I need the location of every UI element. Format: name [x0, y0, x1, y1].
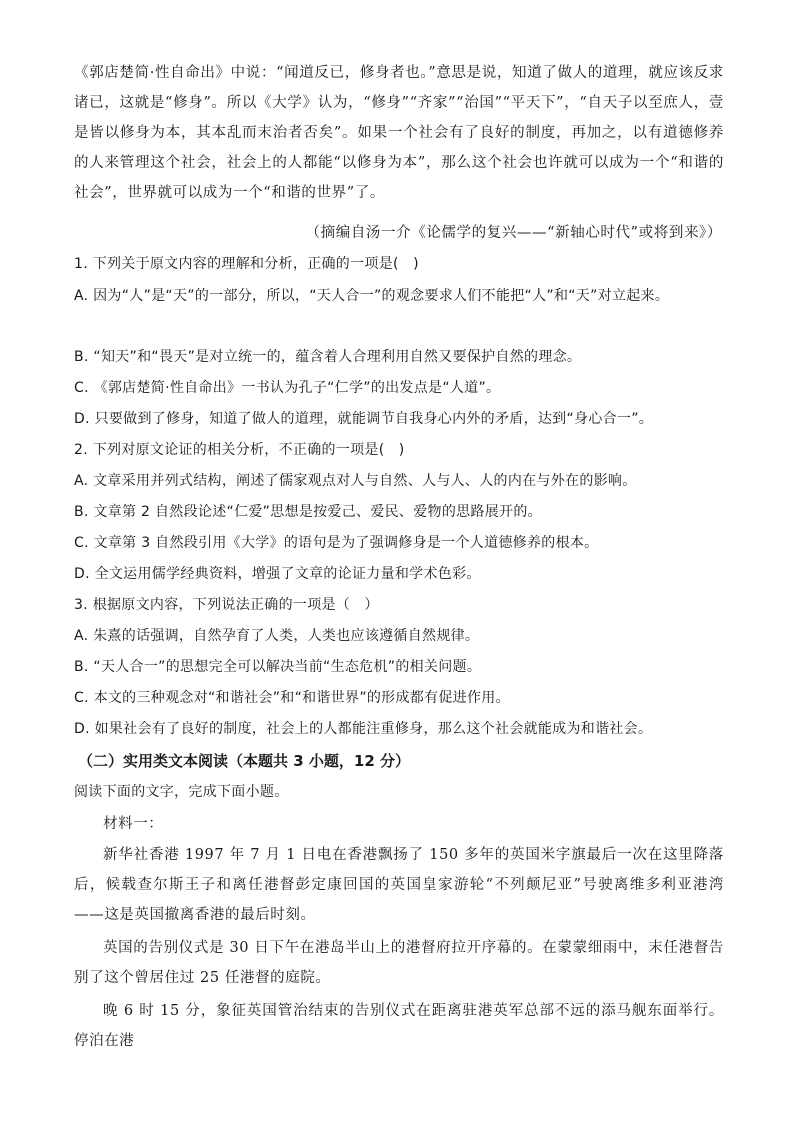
question-1-option-d: D. 只要做到了修身，知道了做人的道理，就能调节自我身心内外的矛盾，达到“身心合一”。 — [74, 411, 654, 427]
passage-paragraph: 《郭店楚简·性自命出》中说：“闻道反已，修身者也。”意思是说，知道了做人的道理，就应该反求诸已，这就是“修身”。所以《大学》认为，“修身”“齐家”“治国”“平天下”，“自天子以至庶人，壹是皆以修身为本，其本乱而末治者否矣”。如果一个社会有了良好的制度，再加之，以有道德修养的人来管理这个社会，社会上的人都能“以修身为本”，那么这个社会也许就可以成为一个“和谐的社会”，世界就可以成为一个“和谐的世界”了。 — [74, 65, 724, 201]
question-3-option-b: B. “天人合一”的思想完全可以解决当前“生态危机”的相关问题。 — [74, 659, 482, 675]
question-2-option-c: C. 文章第 3 自然段引用《大学》的语句是为了强调修身是一个人道德修养的根本。 — [74, 535, 599, 551]
passage-source: （摘编自汤一介《论儒学的复兴——“新轴心时代”或将到来》） — [305, 225, 722, 241]
question-1-option-b: B. “知天”和“畏天”是对立统一的，蕴含着人合理利用自然又要保护自然的理念。 — [74, 349, 582, 365]
question-3-stem: 3. 根据原文内容，下列说法正确的一项是（ ） — [74, 597, 379, 613]
question-1-option-c: C. 《郭店楚简·性自命出》一书认为孔子“仁学”的出发点是“人道”。 — [74, 380, 501, 396]
question-2-stem: 2. 下列对原文论证的相关分析，不正确的一项是( ) — [74, 442, 405, 458]
material-label: 材料一： — [103, 816, 164, 832]
question-2-option-a: A. 文章采用并列式结构，阐述了儒家观点对人与自然、人与人、人的内在与外在的影响。 — [74, 473, 637, 489]
question-2-option-b: B. 文章第 2 自然段论述“仁爱”思想是按爱己、爱民、爱物的思路展开的。 — [74, 504, 542, 520]
section-heading: （二）实用类文本阅读（本题共 3 小题，12 分） — [78, 752, 410, 770]
question-1-option-a: A. 因为“人”是“天”的一部分，所以，“天人合一”的观念要求人们不能把“人”和“天”对立起来。 — [74, 288, 670, 304]
material-paragraph-1: 新华社香港 1997 年 7 月 1 日电在香港飘扬了 150 多年的英国米字旗最后一次在这里降落后，候载查尔斯王子和离任港督彭定康回国的英国皇家游轮“不列颠尼亚”号驶离维多利亚港湾——这是英国撤离香港的最后时刻。 — [74, 847, 724, 923]
question-3-option-d: D. 如果社会有了良好的制度，社会上的人都能注重修身，那么这个社会就能成为和谐社会。 — [74, 721, 653, 737]
material-paragraph-2: 英国的告别仪式是 30 日下午在港岛半山上的港督府拉开序幕的。在蒙蒙细雨中，末任港督告别了这个曾居住过 25 任港督的庭院。 — [74, 940, 724, 986]
question-2-option-d: D. 全文运用儒学经典资料，增强了文章的论证力量和学术色彩。 — [74, 566, 481, 582]
question-1-stem: 1. 下列关于原文内容的理解和分析，正确的一项是( ) — [74, 256, 419, 272]
section-instruction: 阅读下面的文字，完成下面小题。 — [74, 784, 289, 800]
question-3-option-c: C. 本文的三种观念对“和谐社会”和“和谐世界”的形成都有促进作用。 — [74, 690, 510, 706]
question-3-option-a: A. 朱熹的话强调，自然孕育了人类，人类也应该遵循自然规律。 — [74, 628, 480, 644]
material-paragraph-3: 晚 6 时 15 分，象征英国管治结束的告别仪式在距离驻港英军总部不远的添马舰东面举行。停泊在港 — [74, 1003, 724, 1049]
